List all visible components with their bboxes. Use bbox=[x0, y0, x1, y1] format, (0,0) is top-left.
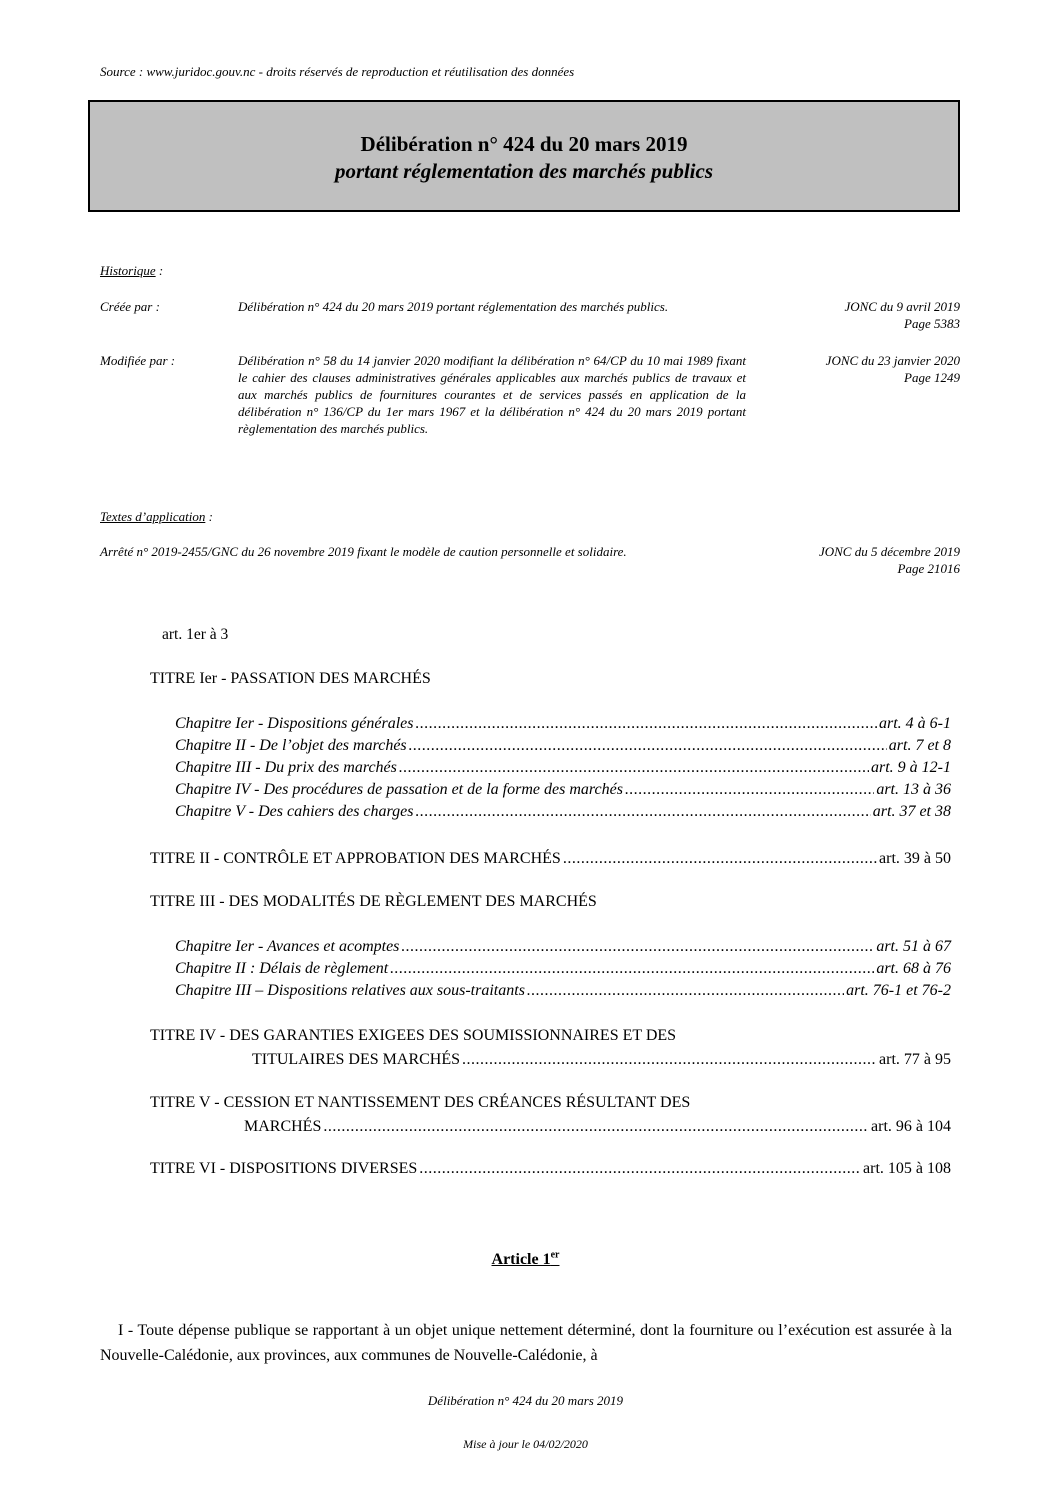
document-subtitle: portant réglementation des marchés publics bbox=[334, 159, 714, 183]
toc-art-range: art. 1er à 3 bbox=[162, 626, 229, 643]
textes-ref bbox=[760, 543, 960, 577]
creee-ref-page: Page 5383 bbox=[904, 316, 960, 331]
toc-leader bbox=[415, 801, 870, 823]
document-title: Délibération n° 424 du 20 mars 2019 bbox=[360, 132, 688, 156]
toc-leader bbox=[563, 848, 877, 870]
toc-titre-4-label: TITULAIRES DES MARCHÉS bbox=[252, 1051, 461, 1068]
toc-leader bbox=[323, 1116, 869, 1138]
toc-entry bbox=[175, 801, 951, 823]
toc-entry-ref: art. 68 à 76 bbox=[876, 960, 951, 977]
textes-ref-page: Page 21016 bbox=[897, 561, 960, 576]
historique-label-suffix: : bbox=[155, 263, 164, 278]
modifiee-ref-jonc: JONC du 23 janvier 2020 bbox=[825, 353, 960, 368]
toc-leader bbox=[409, 735, 887, 757]
toc-entry-label: Chapitre Ier - Avances et acomptes bbox=[175, 938, 400, 955]
toc-entry-ref: art. 37 et 38 bbox=[872, 803, 951, 820]
toc-leader bbox=[401, 936, 874, 958]
modifiee-text: Délibération n° 58 du 14 janvier 2020 modifiant la délibération n° 64/CP du 10 mai 1989 fixant le cahier des clauses administratives générales applicables aux marchés publics de travaux et aux marchés publics de fournitures courantes et de services passés en application de la délibération n° 136/CP du 1er mars 1967 et la délibération n° 424 du 20 mars 2019 portant règlementation des marchés publics. bbox=[238, 353, 746, 436]
toc-leader bbox=[390, 958, 874, 980]
toc-titre-5-line1: TITRE V - CESSION ET NANTISSEMENT DES CRÉANCES RÉSULTANT DES bbox=[150, 1094, 691, 1111]
creee-text: Délibération n° 424 du 20 mars 2019 portant réglementation des marchés publics. bbox=[238, 299, 669, 314]
toc-titre-2-label: TITRE II - CONTRÔLE ET APPROBATION DES MARCHÉS bbox=[150, 850, 561, 867]
toc-entry-label: Chapitre III - Du prix des marchés bbox=[175, 759, 397, 776]
toc-leader bbox=[462, 1049, 877, 1071]
historique-heading bbox=[100, 262, 163, 280]
creee-label: Créée par : bbox=[100, 299, 160, 314]
title-box bbox=[88, 100, 960, 212]
textes-text: Arrêté n° 2019-2455/GNC du 26 novembre 2019 fixant le modèle de caution personnelle et solidaire. bbox=[100, 544, 627, 559]
toc-entry-label: Chapitre III – Dispositions relatives aux sous-traitants bbox=[175, 982, 525, 999]
toc-titre-5-line2 bbox=[244, 1116, 951, 1138]
toc-entry bbox=[175, 779, 951, 801]
toc-entry bbox=[175, 713, 951, 735]
toc-entry-ref: art. 76-1 et 76-2 bbox=[846, 982, 951, 999]
toc-entry-label: Chapitre II : Délais de règlement bbox=[175, 960, 389, 977]
toc-titre-1-chapters bbox=[175, 713, 951, 823]
modifiee-label: Modifiée par : bbox=[100, 353, 176, 368]
toc-titre-3-chapters bbox=[175, 936, 951, 1002]
toc-entry-ref: art. 51 à 67 bbox=[876, 938, 951, 955]
modifiee-ref bbox=[760, 352, 960, 386]
textes-label-suffix: : bbox=[205, 509, 213, 524]
textes-ref-jonc: JONC du 5 décembre 2019 bbox=[818, 544, 960, 559]
toc-titre-6-ref: art. 105 à 108 bbox=[863, 1160, 951, 1177]
creee-ref bbox=[760, 298, 960, 332]
source-line: Source : www.juridoc.gouv.nc - droits réservés de reproduction et réutilisation des données bbox=[100, 64, 575, 79]
toc-entry bbox=[175, 735, 951, 757]
toc-titre-2-ref: art. 39 à 50 bbox=[879, 850, 951, 867]
toc-titre-3: TITRE III - DES MODALITÉS DE RÈGLEMENT DES MARCHÉS bbox=[150, 893, 597, 910]
footer-deliberation: Délibération n° 424 du 20 mars 2019 bbox=[427, 1393, 624, 1408]
toc-titre-1: TITRE Ier - PASSATION DES MARCHÉS bbox=[150, 670, 431, 687]
toc-titre-2 bbox=[150, 848, 951, 870]
toc-entry-label: Chapitre Ier - Dispositions générales bbox=[175, 715, 414, 732]
toc-entry-label: Chapitre II - De l’objet des marchés bbox=[175, 737, 407, 754]
toc-leader bbox=[416, 713, 878, 735]
toc-entry-ref: art. 4 à 6-1 bbox=[879, 715, 951, 732]
footer-update: Mise à jour le 04/02/2020 bbox=[463, 1437, 588, 1451]
toc-leader bbox=[527, 980, 844, 1002]
toc-entry-ref: art. 7 et 8 bbox=[888, 737, 951, 754]
historique-label: Historique bbox=[100, 263, 156, 278]
toc-entry bbox=[175, 958, 951, 980]
toc-entry-ref: art. 9 à 12-1 bbox=[871, 759, 951, 776]
article-heading bbox=[0, 1250, 1051, 1269]
article-heading-sup: er bbox=[550, 1250, 560, 1261]
toc-titre-5-label: MARCHÉS bbox=[244, 1118, 322, 1135]
textes-label: Textes d’application bbox=[100, 509, 206, 524]
toc-entry-label: Chapitre IV - Des procédures de passation et de la forme des marchés bbox=[175, 781, 623, 798]
toc-titre-6-label: TITRE VI - DISPOSITIONS DIVERSES bbox=[150, 1160, 418, 1177]
toc-entry-ref: art. 13 à 36 bbox=[876, 781, 951, 798]
toc-leader bbox=[399, 757, 869, 779]
toc-entry bbox=[175, 936, 951, 958]
toc-leader bbox=[419, 1158, 861, 1180]
toc-leader bbox=[625, 779, 874, 801]
toc-entry bbox=[175, 757, 951, 779]
toc-entry bbox=[175, 980, 951, 1002]
toc-titre-6 bbox=[150, 1158, 951, 1180]
creee-ref-jonc: JONC du 9 avril 2019 bbox=[844, 299, 960, 314]
article-heading-text: Article 1 bbox=[491, 1251, 551, 1269]
toc-entry-label: Chapitre V - Des cahiers des charges bbox=[175, 803, 414, 820]
toc-titre-5-ref: art. 96 à 104 bbox=[871, 1118, 951, 1135]
toc-titre-4-line2 bbox=[252, 1049, 951, 1071]
toc-titre-4-ref: art. 77 à 95 bbox=[879, 1051, 951, 1068]
textes-heading bbox=[100, 508, 213, 526]
article-body: I - Toute dépense publique se rapportant à un objet unique nettement déterminé, dont la fourniture ou l’exécution est assurée à la Nouvelle-Calédonie, aux provinces, aux communes de Nouvelle-Calédonie, à bbox=[100, 1322, 952, 1364]
modifiee-ref-page: Page 1249 bbox=[904, 370, 960, 385]
toc-titre-4-line1: TITRE IV - DES GARANTIES EXIGEES DES SOUMISSIONNAIRES ET DES bbox=[150, 1027, 677, 1044]
